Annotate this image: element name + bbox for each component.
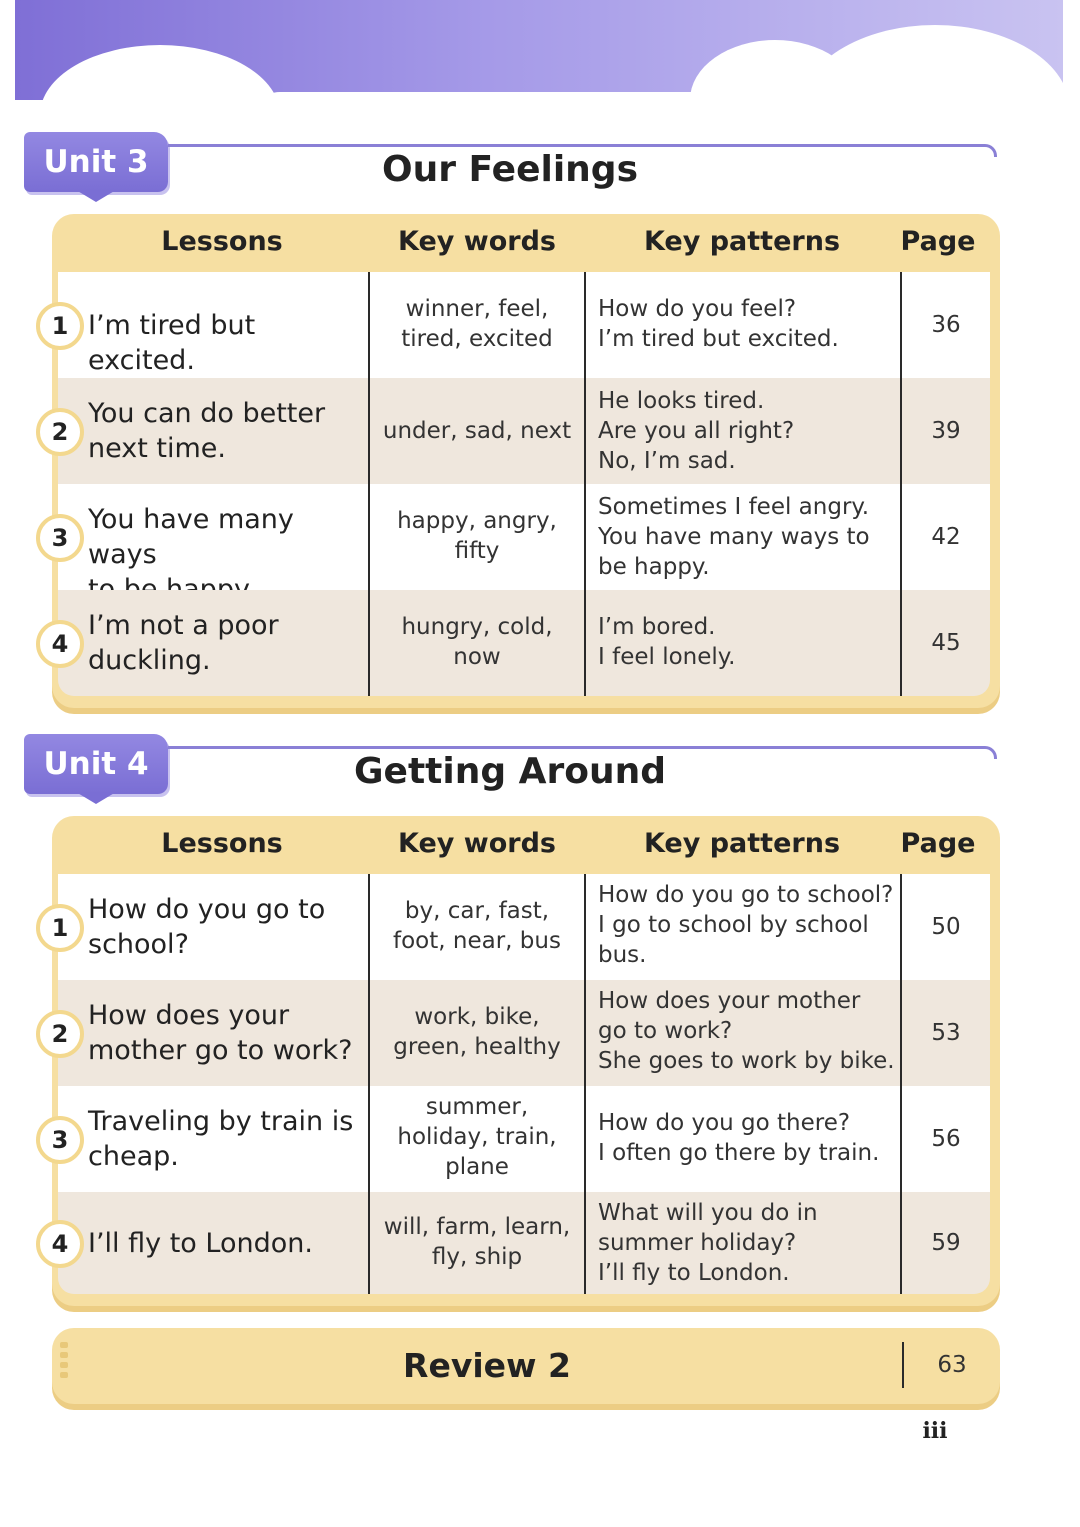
column-divider — [584, 1192, 586, 1294]
review-2-bar — [52, 1328, 1000, 1404]
lesson-title: Traveling by train is cheap. — [88, 1106, 354, 1172]
table-header — [52, 816, 1000, 872]
key-words: hungry, cold, now — [401, 614, 553, 670]
key-words: work, bike, green, healthy — [393, 1004, 561, 1060]
column-divider — [900, 1086, 902, 1192]
table-row — [51, 980, 990, 1086]
header-banner — [0, 0, 1080, 125]
key-patterns: How do you go to school? I go to school by school bus. — [598, 882, 894, 968]
unit-3-title: Our Feelings — [382, 149, 638, 190]
column-divider — [584, 980, 586, 1086]
column-divider — [900, 980, 902, 1086]
binding-dots-decoration — [60, 1342, 70, 1382]
lesson-title: You can do better next time. — [88, 398, 326, 464]
key-patterns: I’m bored. I feel lonely. — [598, 614, 736, 670]
header-lessons: Lessons — [161, 828, 283, 859]
lesson-number-badge: 2 — [36, 1010, 84, 1058]
column-divider — [584, 590, 586, 696]
column-divider — [900, 378, 902, 484]
unit-3-tag: Unit 3 — [24, 132, 168, 192]
review-page-number: 63 — [937, 1352, 967, 1378]
key-patterns: What will you do in summer holiday? I’ll fly to London. — [598, 1200, 818, 1286]
key-words: by, car, fast, foot, near, bus — [393, 898, 561, 954]
review-title: Review 2 — [403, 1346, 571, 1385]
page-number: 59 — [931, 1230, 961, 1256]
unit-4-tag: Unit 4 — [24, 734, 168, 794]
key-words: under, sad, next — [382, 418, 572, 444]
table-row — [51, 590, 990, 696]
key-patterns: He looks tired. Are you all right? No, I’m sad. — [598, 388, 795, 474]
header-key-words: Key words — [398, 226, 556, 257]
column-divider — [584, 378, 586, 484]
lesson-number-badge: 3 — [36, 514, 84, 562]
table-header — [52, 214, 1000, 270]
table-row — [51, 272, 990, 378]
table-row — [51, 378, 990, 484]
lesson-title: You have many ways — [88, 504, 294, 570]
lesson-title: How do you go to school? — [88, 894, 326, 960]
lesson-number-badge: 4 — [36, 620, 84, 668]
header-key-words: Key words — [398, 828, 556, 859]
lesson-number-badge: 1 — [36, 302, 84, 350]
page-number: 39 — [931, 418, 961, 444]
key-words: will, farm, learn, fly, ship — [383, 1214, 571, 1270]
column-divider — [900, 272, 902, 378]
unit-3-table — [52, 214, 1000, 708]
key-words: summer, holiday, train, plane — [397, 1094, 557, 1180]
table-row — [51, 874, 990, 980]
page-number: 56 — [931, 1126, 961, 1152]
lesson-number-badge: 3 — [36, 1116, 84, 1164]
page-number: 53 — [931, 1020, 961, 1046]
column-divider — [900, 1192, 902, 1294]
lesson-title: I’m tired but excited. — [88, 310, 256, 376]
unit-3-header — [0, 132, 1080, 212]
unit-4-table — [52, 816, 1000, 1306]
table-row — [51, 484, 990, 590]
key-patterns: Sometimes I feel angry. You have many ways to be happy. — [598, 494, 870, 580]
table-row — [51, 1086, 990, 1192]
key-words: winner, feel, tired, excited — [401, 296, 553, 352]
column-divider — [584, 874, 586, 980]
header-page: Page — [900, 828, 976, 859]
lesson-title: How does your mother go to work? — [88, 1000, 353, 1066]
page-number: 45 — [931, 630, 961, 656]
column-divider — [902, 1342, 904, 1388]
page-number: 36 — [931, 312, 961, 338]
page-number: 50 — [931, 914, 961, 940]
unit-4-title: Getting Around — [353, 751, 667, 792]
key-words: happy, angry, fifty — [397, 508, 557, 564]
column-divider — [584, 484, 586, 590]
header-key-patterns: Key patterns — [643, 828, 841, 859]
key-patterns: How do you feel? I’m tired but excited. — [598, 296, 839, 352]
key-patterns: How does your mother go to work? She goes to work by bike. — [598, 988, 895, 1074]
column-divider — [584, 272, 586, 378]
page-folio: iii — [922, 1418, 948, 1444]
page-number: 42 — [931, 524, 961, 550]
header-key-patterns: Key patterns — [643, 226, 841, 257]
key-patterns: How do you go there? I often go there by train. — [598, 1110, 880, 1166]
header-page: Page — [900, 226, 976, 257]
lesson-number-badge: 4 — [36, 1220, 84, 1268]
column-divider — [584, 1086, 586, 1192]
column-divider — [900, 484, 902, 590]
column-divider — [900, 590, 902, 696]
column-divider — [900, 874, 902, 980]
lesson-number-badge: 2 — [36, 408, 84, 456]
unit-4-header — [0, 734, 1080, 814]
table-row — [51, 1192, 990, 1294]
header-lessons: Lessons — [161, 226, 283, 257]
lesson-number-badge: 1 — [36, 904, 84, 952]
lesson-title: I’m not a poor duckling. — [88, 610, 279, 676]
lesson-title: I’ll fly to London. — [88, 1228, 313, 1259]
